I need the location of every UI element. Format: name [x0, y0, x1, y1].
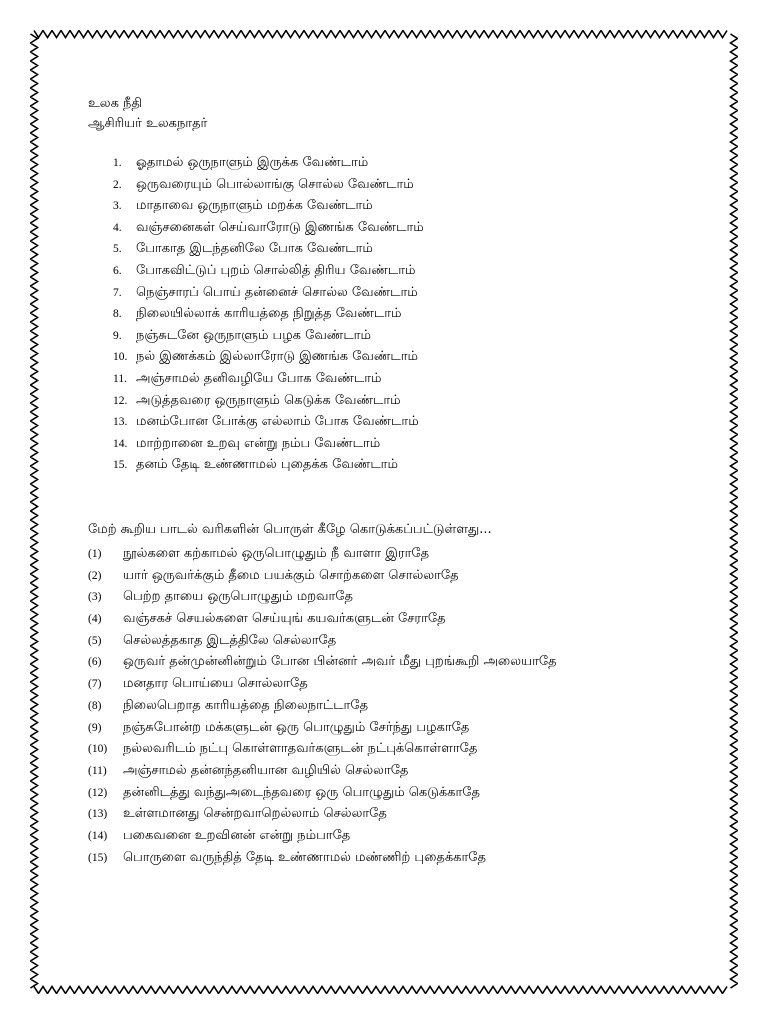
meaning-line: [88, 589, 557, 611]
meaning-line-number: (9): [88, 721, 102, 734]
poem-line-text: போகாத இடந்தனிலே போக வேண்டாம்: [136, 241, 373, 257]
poem-line-text: அடுத்தவரை ஒருநாளும் கெடுக்க வேண்டாம்: [136, 392, 401, 408]
meaning-line: [88, 676, 557, 698]
poem-line-text: மாதாவை ஒருநாளும் மறக்க வேண்டாம்: [136, 198, 373, 214]
poem-list: [113, 155, 424, 479]
document-body: [88, 94, 728, 865]
poem-line: [113, 414, 424, 436]
meaning-line: [88, 654, 557, 676]
poem-line: [113, 263, 424, 285]
meaning-line-number: (12): [88, 786, 108, 799]
meaning-line-text: வஞ்சகச் செயல்களை செய்யுங் கயவர்களுடன் சேராதே: [123, 611, 446, 627]
poem-line: [113, 155, 424, 177]
poem-line-number: 7.: [113, 286, 122, 299]
poem-line-number: 4.: [113, 221, 122, 234]
meaning-line: [88, 546, 557, 568]
meaning-line-number: (7): [88, 678, 102, 691]
poem-line-text: மனம்போன போக்கு எல்லாம் போக வேண்டாம்: [136, 414, 419, 430]
meaning-line-text: மனதார பொய்யை சொல்லாதே: [123, 676, 308, 692]
poem-line-text: நல் இணக்கம் இல்லாரோடு இணங்க வேண்டாம்: [136, 349, 419, 365]
poem-line-number: 2.: [113, 178, 122, 191]
meaning-line-number: (2): [88, 569, 102, 582]
meaning-line-text: ஒருவர் தன்முன்னின்றும் போன பின்னர் அவர் மீது புறங்கூறி அலையாதே: [123, 654, 557, 670]
meaning-line-text: நிலைபெறாத காரியத்தை நிலைநாட்டாதே: [123, 697, 369, 713]
poem-line-number: 14.: [113, 437, 128, 450]
poem-line-number: 13.: [113, 416, 128, 429]
poem-line-number: 3.: [113, 200, 122, 213]
poem-line-number: 12.: [113, 394, 128, 407]
poem-line-number: 15.: [113, 459, 128, 472]
meaning-line-number: (4): [88, 613, 102, 626]
poem-line-text: ஓதாமல் ஒருநாளும் இருக்க வேண்டாம்: [136, 155, 369, 170]
poem-line-number: 10.: [113, 351, 128, 364]
meaning-line-number: (3): [88, 591, 102, 604]
poem-line-number: 8.: [113, 308, 122, 321]
meaning-line-text: நூல்களை கற்காமல் ஒருபொழுதும் நீ வாளா இராதே: [123, 546, 430, 561]
poem-line: [113, 198, 424, 220]
poem-line: [113, 285, 424, 307]
poem-line-text: நஞ்சுடனே ஒருநாளும் பழக வேண்டாம்: [136, 327, 371, 343]
poem-line-text: வஞ்சனைகள் செய்வாரோடு இணங்க வேண்டாம்: [136, 219, 424, 235]
meaning-line-text: உள்ளமானது சென்றவாறெல்லாம் செல்லாதே: [123, 806, 387, 822]
poem-line-text: போகவிட்டுப் புறம் சொல்லித் திரிய வேண்டாம்: [136, 262, 416, 278]
poem-line: [113, 241, 424, 263]
meaning-line: [88, 698, 557, 720]
poem-line: [113, 393, 424, 415]
poem-line-text: ஒருவரையும் பொல்லாங்கு சொல்ல வேண்டாம்: [136, 176, 414, 192]
poem-line: [113, 457, 424, 479]
page-title: உலக நீதி: [88, 96, 143, 111]
poem-line-text: அஞ்சாமல் தனிவழியே போக வேண்டாம்: [136, 370, 382, 386]
meaning-line-number: (10): [88, 743, 108, 756]
meaning-line-text: செல்லத்தகாத இடத்திலே செல்லாதே: [123, 632, 337, 648]
meaning-line: [88, 633, 557, 655]
meaning-line: [88, 763, 557, 785]
poem-line-text: தனம் தேடி உண்ணாமல் புதைக்க வேண்டாம்: [136, 457, 398, 473]
meaning-line-text: பொருளை வருந்தித் தேடி உண்ணாமல் மண்ணிற் புதைக்காதே: [123, 849, 486, 865]
meaning-line: [88, 720, 557, 742]
meaning-line: [88, 741, 557, 763]
meaning-line: [88, 806, 557, 828]
meaning-list: [88, 546, 557, 871]
meaning-heading: மேற் கூறிய பாடல் வரிகளின் பொருள் கீழே கொடுக்கப்பட்டுள்ளது...: [88, 522, 492, 537]
poem-line: [113, 177, 424, 199]
meaning-line: [88, 785, 557, 807]
poem-line: [113, 371, 424, 393]
poem-line: [113, 328, 424, 350]
poem-line: [113, 306, 424, 328]
meaning-line-number: (15): [88, 851, 108, 864]
meaning-line-text: பகைவனை உறவினன் என்று நம்பாதே: [123, 827, 351, 843]
meaning-line: [88, 850, 557, 872]
meaning-line-number: (11): [88, 764, 107, 777]
meaning-line-number: (8): [88, 699, 102, 712]
meaning-line: [88, 828, 557, 850]
poem-line: [113, 349, 424, 371]
poem-line-number: 5.: [113, 243, 122, 256]
meaning-line-number: (6): [88, 656, 102, 669]
poem-line-text: நிலையில்லாக் காரியத்தை நிறுத்த வேண்டாம்: [136, 306, 402, 322]
poem-line-number: 6.: [113, 264, 122, 277]
poem-line-number: 9.: [113, 329, 122, 342]
meaning-line: [88, 611, 557, 633]
meaning-line-text: நஞ்சுபோன்ற மக்களுடன் ஒரு பொழுதும் சேர்ந்து பழகாதே: [123, 719, 470, 735]
meaning-line-number: (13): [88, 808, 108, 821]
poem-line: [113, 220, 424, 242]
meaning-line-text: பெற்ற தாயை ஒருபொழுதும் மறவாதே: [123, 589, 353, 605]
poem-line-number: 11.: [113, 372, 127, 385]
poem-line-text: மாற்றானை உறவு என்று நம்ப வேண்டாம்: [136, 435, 381, 451]
author-line: ஆசிரியர் உலகநாதர்: [88, 116, 208, 131]
meaning-line-number: (14): [88, 829, 108, 842]
meaning-line-text: யார் ஒருவர்க்கும் தீமை பயக்கும் சொற்களை சொல்லாதே: [123, 567, 459, 583]
meaning-line: [88, 568, 557, 590]
poem-line: [113, 436, 424, 458]
meaning-line-text: தன்னிடத்து வந்துஅடைந்தவரை ஒரு பொழுதும் கெடுக்காதே: [123, 784, 480, 800]
poem-line-text: நெஞ்சாரப் பொய் தன்னைச் சொல்ல வேண்டாம்: [136, 284, 418, 300]
meaning-line-text: நல்லவரிடம் நட்பு கொள்ளாதவர்களுடன் நட்புக்கொள்ளாதே: [123, 741, 478, 757]
meaning-line-number: (5): [88, 634, 102, 647]
poem-line-number: 1.: [113, 157, 122, 169]
meaning-line-number: (1): [88, 548, 102, 560]
meaning-line-text: அஞ்சாமல் தன்னந்தனியான வழியில் செல்லாதே: [123, 762, 409, 778]
